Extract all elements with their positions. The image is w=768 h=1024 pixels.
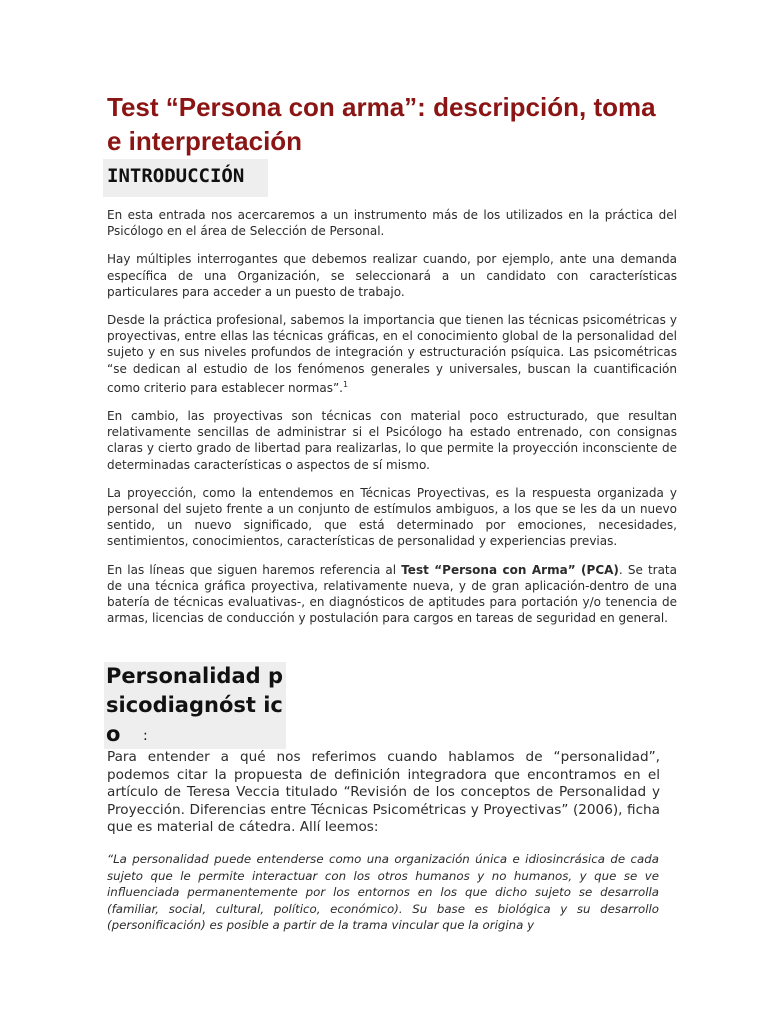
intro-paragraph-6-after: . Se trata de una técnica gráfica proyectiva, relativamente nueva, y de gran aplicación-dentro de una batería de técnicas evaluativas-, en diagnósticos de aptitudes para portación y/o tenencia de armas, licencias de conducción y postulación para cargos en tareas de seguridad en general. [107,562,677,626]
intro-paragraph-2: Hay múltiples interrogantes que debemos realizar cuando, por ejemplo, ante una demanda específica de una Organización, se seleccionará a un candidato con características particulares para acceder a un puesto de trabajo. [107,252,677,299]
article-title: Test “Persona con arma”: descripción, toma e interpretación [107,92,656,156]
intro-paragraph-6 [107,562,677,627]
test-name-bold: Test “Persona con Arma” (PCA) [401,562,619,577]
section-heading-introduccion: INTRODUCCIÓN [103,159,268,197]
intro-paragraph-3 [107,312,677,396]
intro-paragraph-3-text: Desde la práctica profesional, sabemos la importancia que tienen las técnicas psicométricas y proyectivas, entre ellas las técnicas gráficas, en el conocimiento global de la personalidad del sujeto y en sus niveles profundos de integración y estructuración psíquica. Las psicométricas “se dedican al estudio de los fenómenos generales y universales, buscan la cuantificación como criterio para establecer normas”. [107,313,677,395]
footnote-marker: 1 [343,379,349,389]
intro-paragraph-1: En esta entrada nos acercaremos a un instrumento más de los utilizados en la práctica del Psicólogo en el área de Selección de Personal. [107,208,677,239]
heading-colon: : [143,728,148,744]
intro-paragraph-6-before: En las líneas que siguen haremos referencia al [107,562,402,577]
intro-paragraph-4: En cambio, las proyectivas son técnicas con material poco estructurado, que resultan relativamente sencillas de administrar si el Psicólogo ha estado entrenado, con consignas claras y cierto grado de libertad para realizarlas, lo que permite la proyección inconsciente de determinadas características o aspectos de sí mismo. [107,409,677,472]
personalidad-paragraph: Para entender a qué nos referimos cuando hablamos de “personalidad”, podemos citar la propuesta de definición integradora que encontramos en el artículo de Teresa Veccia titulado “Revisión de los conceptos de Personalidad y Proyección. Diferencias entre Técnicas Psicométricas y Proyectivas” (2006), ficha que es material de cátedra. Allí leemos: [107,749,660,836]
intro-section [107,207,677,626]
section-heading-personalidad: Personalidad psicodiagnóst ico [104,662,286,749]
personality-quote: “La personalidad puede entenderse como una organización única e idiosincrásica de cada sujeto que le permite interactuar con los otros humanos y no humanos, y que se ve influenciada permanentemente por los entornos en los que dicho sujeto se desarrolla (familiar, social, cultural, político, económico). Su base es biológica y su desarrollo (personificación) es posible a partir de la trama vincular que la origina y [107,852,659,933]
intro-paragraph-5: La proyección, como la entendemos en Técnicas Proyectivas, es la respuesta organizada y personal del sujeto frente a un conjunto de estímulos ambiguos, a los que se les da un nuevo sentido, un nuevo significado, que está determinado por emociones, necesidades, sentimientos, conocimientos, características de personalidad y experiencias previas. [107,485,677,549]
